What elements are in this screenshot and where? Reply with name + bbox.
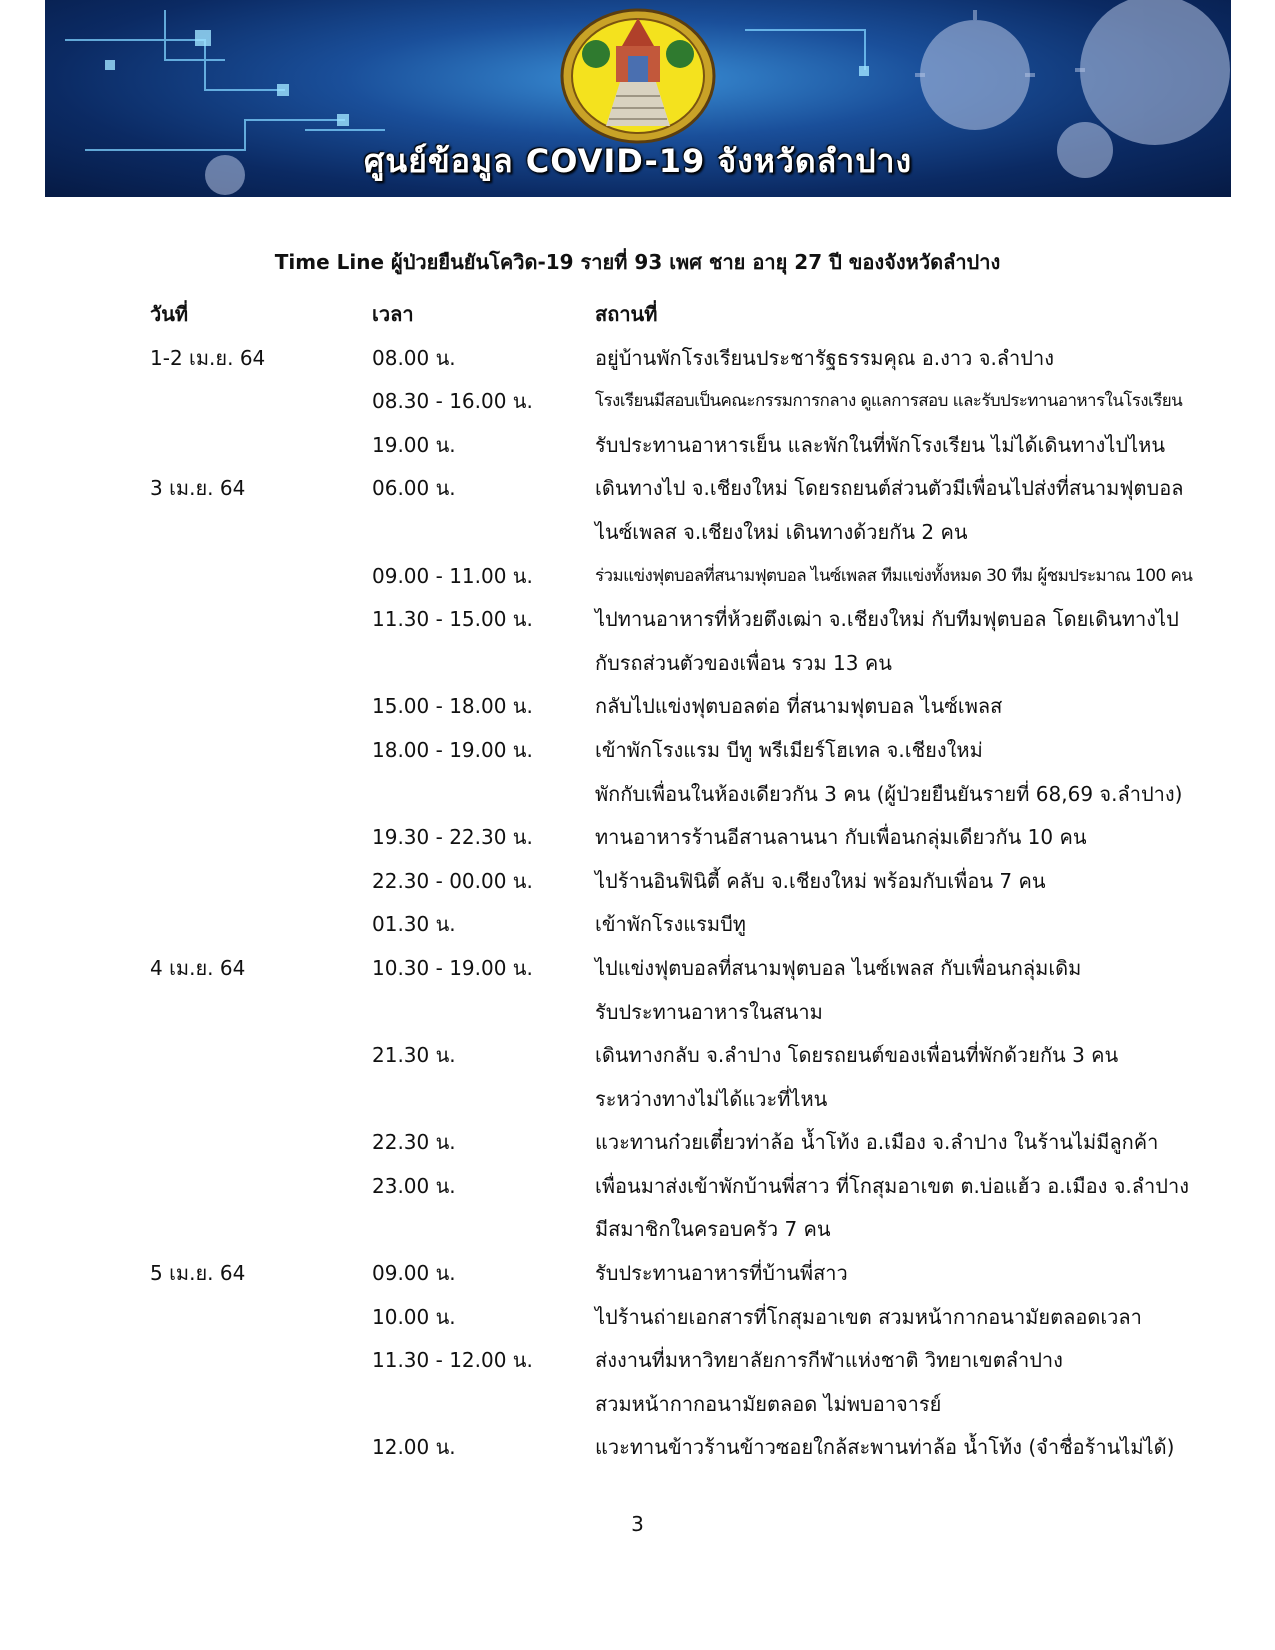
table-row [150, 649, 1210, 693]
row-place: เข้าพักโรงแรมบีทู [595, 912, 746, 937]
row-time: 09.00 น. [372, 1261, 456, 1286]
row-time: 11.30 - 12.00 น. [372, 1348, 533, 1373]
table-row [150, 1041, 1210, 1085]
document-title: Time Line ผู้ป่วยยืนยันโควิด-19 รายที่ 93 เพศ ชาย อายุ 27 ปี ของจังหวัดลำปาง [274, 250, 1001, 274]
table-row [150, 1390, 1210, 1434]
table-row [150, 518, 1210, 562]
page-number: 3 [631, 1512, 644, 1536]
row-place: รับประทานอาหารที่บ้านพี่สาว [595, 1261, 848, 1286]
table-row [150, 736, 1210, 780]
row-date: 4 เม.ย. 64 [150, 955, 246, 980]
row-time: 10.00 น. [372, 1304, 456, 1329]
row-place: รับประทานอาหารในสนาม [595, 999, 823, 1024]
row-time: 18.00 - 19.00 น. [372, 737, 533, 762]
table-row [150, 562, 1210, 606]
column-header-place: สถานที่ [595, 302, 658, 326]
row-place: ทานอาหารร้านอีสานลานนา กับเพื่อนกลุ่มเดียวกัน 10 คน [595, 825, 1087, 850]
table-row [150, 431, 1210, 475]
table-row [150, 474, 1210, 518]
row-place: รับประทานอาหารเย็น และพักในที่พักโรงเรียน ไม่ได้เดินทางไปไหน [595, 432, 1165, 457]
timeline-table [150, 300, 1210, 1477]
row-place: ระหว่างทางไม่ได้แวะที่ไหน [595, 1086, 828, 1111]
banner-title: ศูนย์ข้อมูล COVID-19 จังหวัดลำปาง [363, 142, 913, 180]
table-row [150, 823, 1210, 867]
row-time: 01.30 น. [372, 912, 456, 937]
row-time: 10.30 - 19.00 น. [372, 955, 533, 980]
column-header-date: วันที่ [150, 302, 189, 326]
row-time: 06.00 น. [372, 476, 456, 501]
row-place: ไปร้านถ่ายเอกสารที่โกสุมอาเขต สวมหน้ากากอนามัยตลอดเวลา [595, 1304, 1142, 1329]
row-place: สวมหน้ากากอนามัยตลอด ไม่พบอาจารย์ [595, 1391, 942, 1416]
row-place: เพื่อนมาส่งเข้าพักบ้านพี่สาว ที่โกสุมอาเขต ต.บ่อแฮ้ว อ.เมือง จ.ลำปาง [595, 1173, 1189, 1198]
row-date: 3 เม.ย. 64 [150, 476, 246, 501]
row-place: แวะทานข้าวร้านข้าวซอยใกล้สะพานท่าล้อ น้ำโท้ง (จำชื่อร้านไม่ได้) [595, 1435, 1175, 1460]
table-row [150, 1172, 1210, 1216]
table-row [150, 867, 1210, 911]
table-row [150, 344, 1210, 388]
row-place: ไปร้านอินฟินิตี้ คลับ จ.เชียงใหม่ พร้อมกับเพื่อน 7 คน [595, 868, 1046, 893]
table-row [150, 387, 1210, 431]
table-row [150, 605, 1210, 649]
row-time: 09.00 - 11.00 น. [372, 563, 533, 588]
table-row [150, 1215, 1210, 1259]
row-place: โรงเรียนมีสอบเป็นคณะกรรมการกลาง ดูแลการสอบ และรับประทานอาหารในโรงเรียน [595, 391, 1183, 412]
table-header [150, 300, 1210, 344]
row-place: เดินทางไป จ.เชียงใหม่ โดยรถยนต์ส่วนตัวมีเพื่อนไปส่งที่สนามฟุตบอล [595, 476, 1184, 501]
row-place: แวะทานก๋วยเตี๋ยวท่าล้อ น้ำโท้ง อ.เมือง จ.ลำปาง ในร้านไม่มีลูกค้า [595, 1130, 1159, 1155]
header-banner [45, 0, 1231, 197]
table-row [150, 954, 1210, 998]
row-place: อยู่บ้านพักโรงเรียนประชารัฐธรรมคุณ อ.งาว จ.ลำปาง [595, 345, 1054, 370]
row-place: ร่วมแข่งฟุตบอลที่สนามฟุตบอล ไนซ์เพลส ทีมแข่งทั้งหมด 30 ทีม ผู้ชมประมาณ 100 คน [595, 565, 1193, 586]
row-time: 11.30 - 15.00 น. [372, 607, 533, 632]
row-time: 15.00 - 18.00 น. [372, 694, 533, 719]
row-time: 08.00 น. [372, 345, 456, 370]
row-time: 19.00 น. [372, 432, 456, 457]
row-place: เดินทางกลับ จ.ลำปาง โดยรถยนต์ของเพื่อนที่พักด้วยกัน 3 คน [595, 1043, 1119, 1068]
table-row [150, 998, 1210, 1042]
row-place: กับรถส่วนตัวของเพื่อน รวม 13 คน [595, 650, 892, 675]
table-row [150, 1346, 1210, 1390]
row-time: 23.00 น. [372, 1173, 456, 1198]
table-row [150, 910, 1210, 954]
table-row [150, 1128, 1210, 1172]
column-header-time: เวลา [372, 302, 414, 326]
row-time: 22.30 - 00.00 น. [372, 868, 533, 893]
row-place: ไปทานอาหารที่ห้วยตึงเฒ่า จ.เชียงใหม่ กับทีมฟุตบอล โดยเดินทางไป [595, 607, 1179, 632]
row-place: ไนซ์เพลส จ.เชียงใหม่ เดินทางด้วยกัน 2 คน [595, 519, 968, 544]
row-time: 08.30 - 16.00 น. [372, 389, 533, 414]
table-row [150, 1303, 1210, 1347]
row-place: ส่งงานที่มหาวิทยาลัยการกีฬาแห่งชาติ วิทยาเขตลำปาง [595, 1348, 1063, 1373]
row-place: กลับไปแข่งฟุตบอลต่อ ที่สนามฟุตบอล ไนซ์เพลส [595, 694, 1003, 719]
table-row [150, 692, 1210, 736]
row-place: ไปแข่งฟุตบอลที่สนามฟุตบอล ไนซ์เพลส กับเพื่อนกลุ่มเดิม [595, 955, 1082, 980]
provincial-seal-icon [558, 6, 718, 146]
table-row [150, 1433, 1210, 1477]
table-row [150, 780, 1210, 824]
row-date: 5 เม.ย. 64 [150, 1261, 246, 1286]
row-place: มีสมาชิกในครอบครัว 7 คน [595, 1217, 831, 1242]
row-place: เข้าพักโรงแรม บีทู พรีเมียร์โฮเทล จ.เชียงใหม่ [595, 737, 983, 762]
table-row [150, 1259, 1210, 1303]
row-time: 12.00 น. [372, 1435, 456, 1460]
table-row [150, 1085, 1210, 1129]
row-time: 19.30 - 22.30 น. [372, 825, 533, 850]
row-time: 21.30 น. [372, 1043, 456, 1068]
row-place: พักกับเพื่อนในห้องเดียวกัน 3 คน (ผู้ป่วยยืนยันรายที่ 68,69 จ.ลำปาง) [595, 781, 1183, 806]
row-date: 1-2 เม.ย. 64 [150, 345, 266, 370]
row-time: 22.30 น. [372, 1130, 456, 1155]
